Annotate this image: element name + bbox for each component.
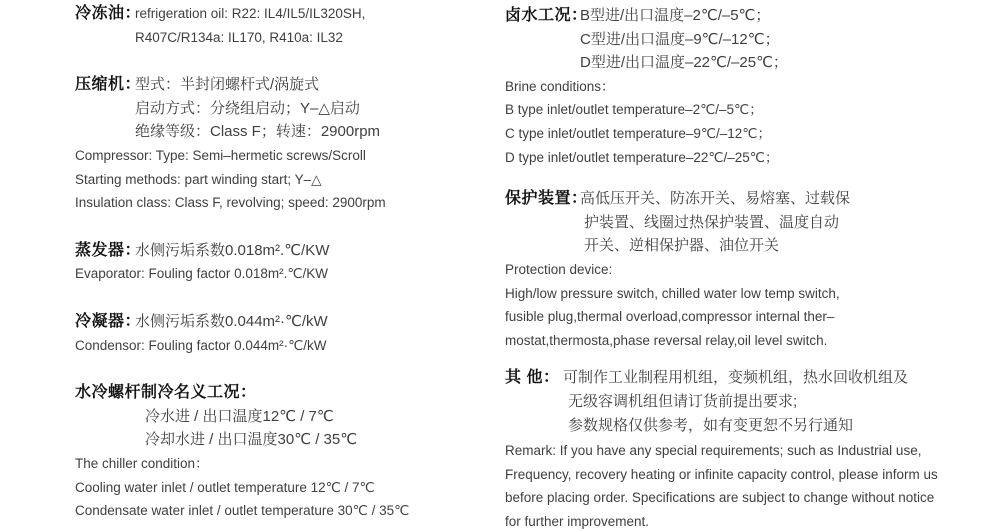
other-line-1 (505, 366, 983, 390)
compressor-line-5 (75, 168, 490, 192)
chiller-line-2 (75, 428, 490, 452)
protection-line-5 (505, 282, 983, 306)
other-text-2: 无级容调机组但请订货前提出要求; (568, 392, 798, 410)
compressor-line-4 (75, 144, 490, 168)
oil-line-1 (75, 2, 490, 26)
section-compressor (75, 73, 490, 215)
protection-text-5: High/low pressure switch, chilled water low temp switch, (505, 285, 840, 301)
compressor-text-1: 型式：半封闭螺杆式/涡旋式 (135, 76, 320, 94)
other-line-5 (505, 463, 983, 487)
condenser-text-1: 水侧污垢系数0.044m²·℃/kW (135, 312, 328, 330)
chiller-text-3: The chiller condition： (75, 455, 209, 471)
condenser-line-1 (75, 310, 490, 334)
brine-line-6 (505, 122, 983, 146)
other-line-2 (505, 390, 983, 414)
evaporator-label: 蒸发器： (75, 241, 142, 259)
protection-text-3: 开关、逆相保护器、油位开关 (584, 237, 780, 255)
other-text-1: 可制作工业制程用机组，变频机组，热水回收机组及 (563, 369, 909, 387)
condenser-label: 冷凝器： (75, 312, 142, 330)
brine-line-1 (505, 4, 983, 28)
compressor-line-1 (75, 73, 490, 97)
protection-line-3 (505, 234, 983, 258)
left-column (75, 2, 490, 523)
evaporator-line-1 (75, 239, 490, 263)
compressor-text-2: 启动方式：分绕组启动；Y–△启动 (135, 99, 360, 117)
chiller-text-4: Cooling water inlet / outlet temperature 12℃ / 7℃ (75, 479, 375, 495)
chiller-line-1 (75, 405, 490, 429)
brine-text-1: B型进/出口温度–2℃/–5℃； (580, 7, 771, 24)
protection-text-6: fusible plug,thermal overload,compressor internal ther– (505, 309, 835, 325)
evaporator-line-2 (75, 262, 490, 286)
section-other-remark (505, 366, 983, 531)
protection-line-7 (505, 329, 983, 353)
chiller-text-1: 冷水进 / 出口温度12℃ / 7℃ (145, 407, 334, 425)
other-line-4 (505, 439, 983, 463)
protection-text-7: mostat,thermosta,phase reversal relay,oil level switch. (505, 332, 828, 348)
chiller-line-title (75, 381, 490, 405)
compressor-text-6: Insulation class: Class F, revolving; speed: 2900rpm (75, 195, 386, 211)
condenser-text-2: Condensor: Fouling factor 0.044m²·℃/kW (75, 337, 327, 353)
other-label: 其 他： (505, 369, 560, 387)
other-text-6: before placing order. Specifications are subject to change without notice (505, 490, 935, 506)
protection-line-4 (505, 258, 983, 282)
other-line-3 (505, 414, 983, 438)
protection-text-4: Protection device: (505, 261, 613, 277)
section-protection-device (505, 187, 983, 352)
right-column (505, 4, 983, 531)
other-line-7 (505, 510, 983, 531)
brine-text-6: C type inlet/outlet temperature–9℃/–12℃； (505, 125, 771, 141)
brine-line-2 (505, 28, 983, 52)
section-chiller-condition (75, 381, 490, 523)
section-refrigeration-oil (75, 2, 490, 49)
brine-line-3 (505, 51, 983, 75)
compressor-text-5: Starting methods: part winding start; Y–△ (75, 171, 322, 187)
other-text-5: Frequency, recovery heating or infinite capacity control, please inform us (505, 466, 938, 482)
oil-line-2 (75, 26, 490, 50)
other-text-7: for further improvement. (505, 513, 650, 529)
condenser-line-2 (75, 334, 490, 358)
protection-text-1: 高低压开关、防冻开关、易熔塞、过载保 (580, 190, 851, 208)
chiller-line-4 (75, 476, 490, 500)
chiller-text-5: Condensate water inlet / outlet temperature 30℃ / 35℃ (75, 503, 410, 519)
brine-line-7 (505, 146, 983, 170)
protection-label: 保护装置： (505, 190, 588, 208)
compressor-line-2 (75, 97, 490, 121)
compressor-line-3 (75, 120, 490, 144)
chiller-label: 水冷螺杆制冷名义工况： (75, 384, 257, 402)
protection-text-2: 护装置、线圈过热保护装置、温度自动 (584, 213, 840, 231)
protection-line-6 (505, 305, 983, 329)
chiller-text-2: 冷却水进 / 出口温度30℃ / 35℃ (145, 431, 358, 449)
brine-label: 卤水工况： (505, 7, 588, 24)
other-text-4: Remark: If you have any special requirements; such as Industrial use, (505, 443, 922, 459)
evaporator-text-2: Evaporator: Fouling factor 0.018m².℃/KW (75, 266, 329, 282)
chiller-line-3 (75, 452, 490, 476)
compressor-label: 压缩机： (75, 76, 142, 94)
evaporator-text-1: 水侧污垢系数0.018m².℃/KW (135, 241, 330, 259)
compressor-text-3: 绝缘等级：Class F；转速：2900rpm (135, 123, 381, 141)
other-line-6 (505, 486, 983, 510)
brine-line-4 (505, 75, 983, 99)
brine-text-2: C型进/出口温度–9℃/–12℃； (580, 30, 780, 48)
brine-text-7: D type inlet/outlet temperature–22℃/–25℃； (505, 149, 779, 165)
brine-text-3: D型进/出口温度–22℃/–25℃； (580, 54, 788, 72)
protection-line-1 (505, 187, 983, 211)
brine-text-4: Brine conditions： (505, 78, 615, 94)
compressor-text-4: Compressor: Type: Semi–hermetic screws/Scroll (75, 147, 366, 163)
protection-line-2 (505, 211, 983, 235)
section-brine-conditions (505, 4, 983, 169)
other-text-3: 参数规格仅供参考，如有变更恕不另行通知 (568, 416, 854, 434)
brine-line-5 (505, 98, 983, 122)
oil-label: 冷冻油： (75, 5, 142, 22)
compressor-line-6 (75, 191, 490, 215)
chiller-line-5 (75, 499, 490, 523)
oil-text-1: refrigeration oil: R22: IL4/IL5/IL320SH, (135, 6, 366, 21)
brine-text-5: B type inlet/outlet temperature–2℃/–5℃； (505, 102, 763, 118)
section-evaporator (75, 239, 490, 286)
oil-text-2: R407C/R134a: IL170, R410a: IL32 (135, 29, 343, 45)
section-condenser (75, 310, 490, 357)
